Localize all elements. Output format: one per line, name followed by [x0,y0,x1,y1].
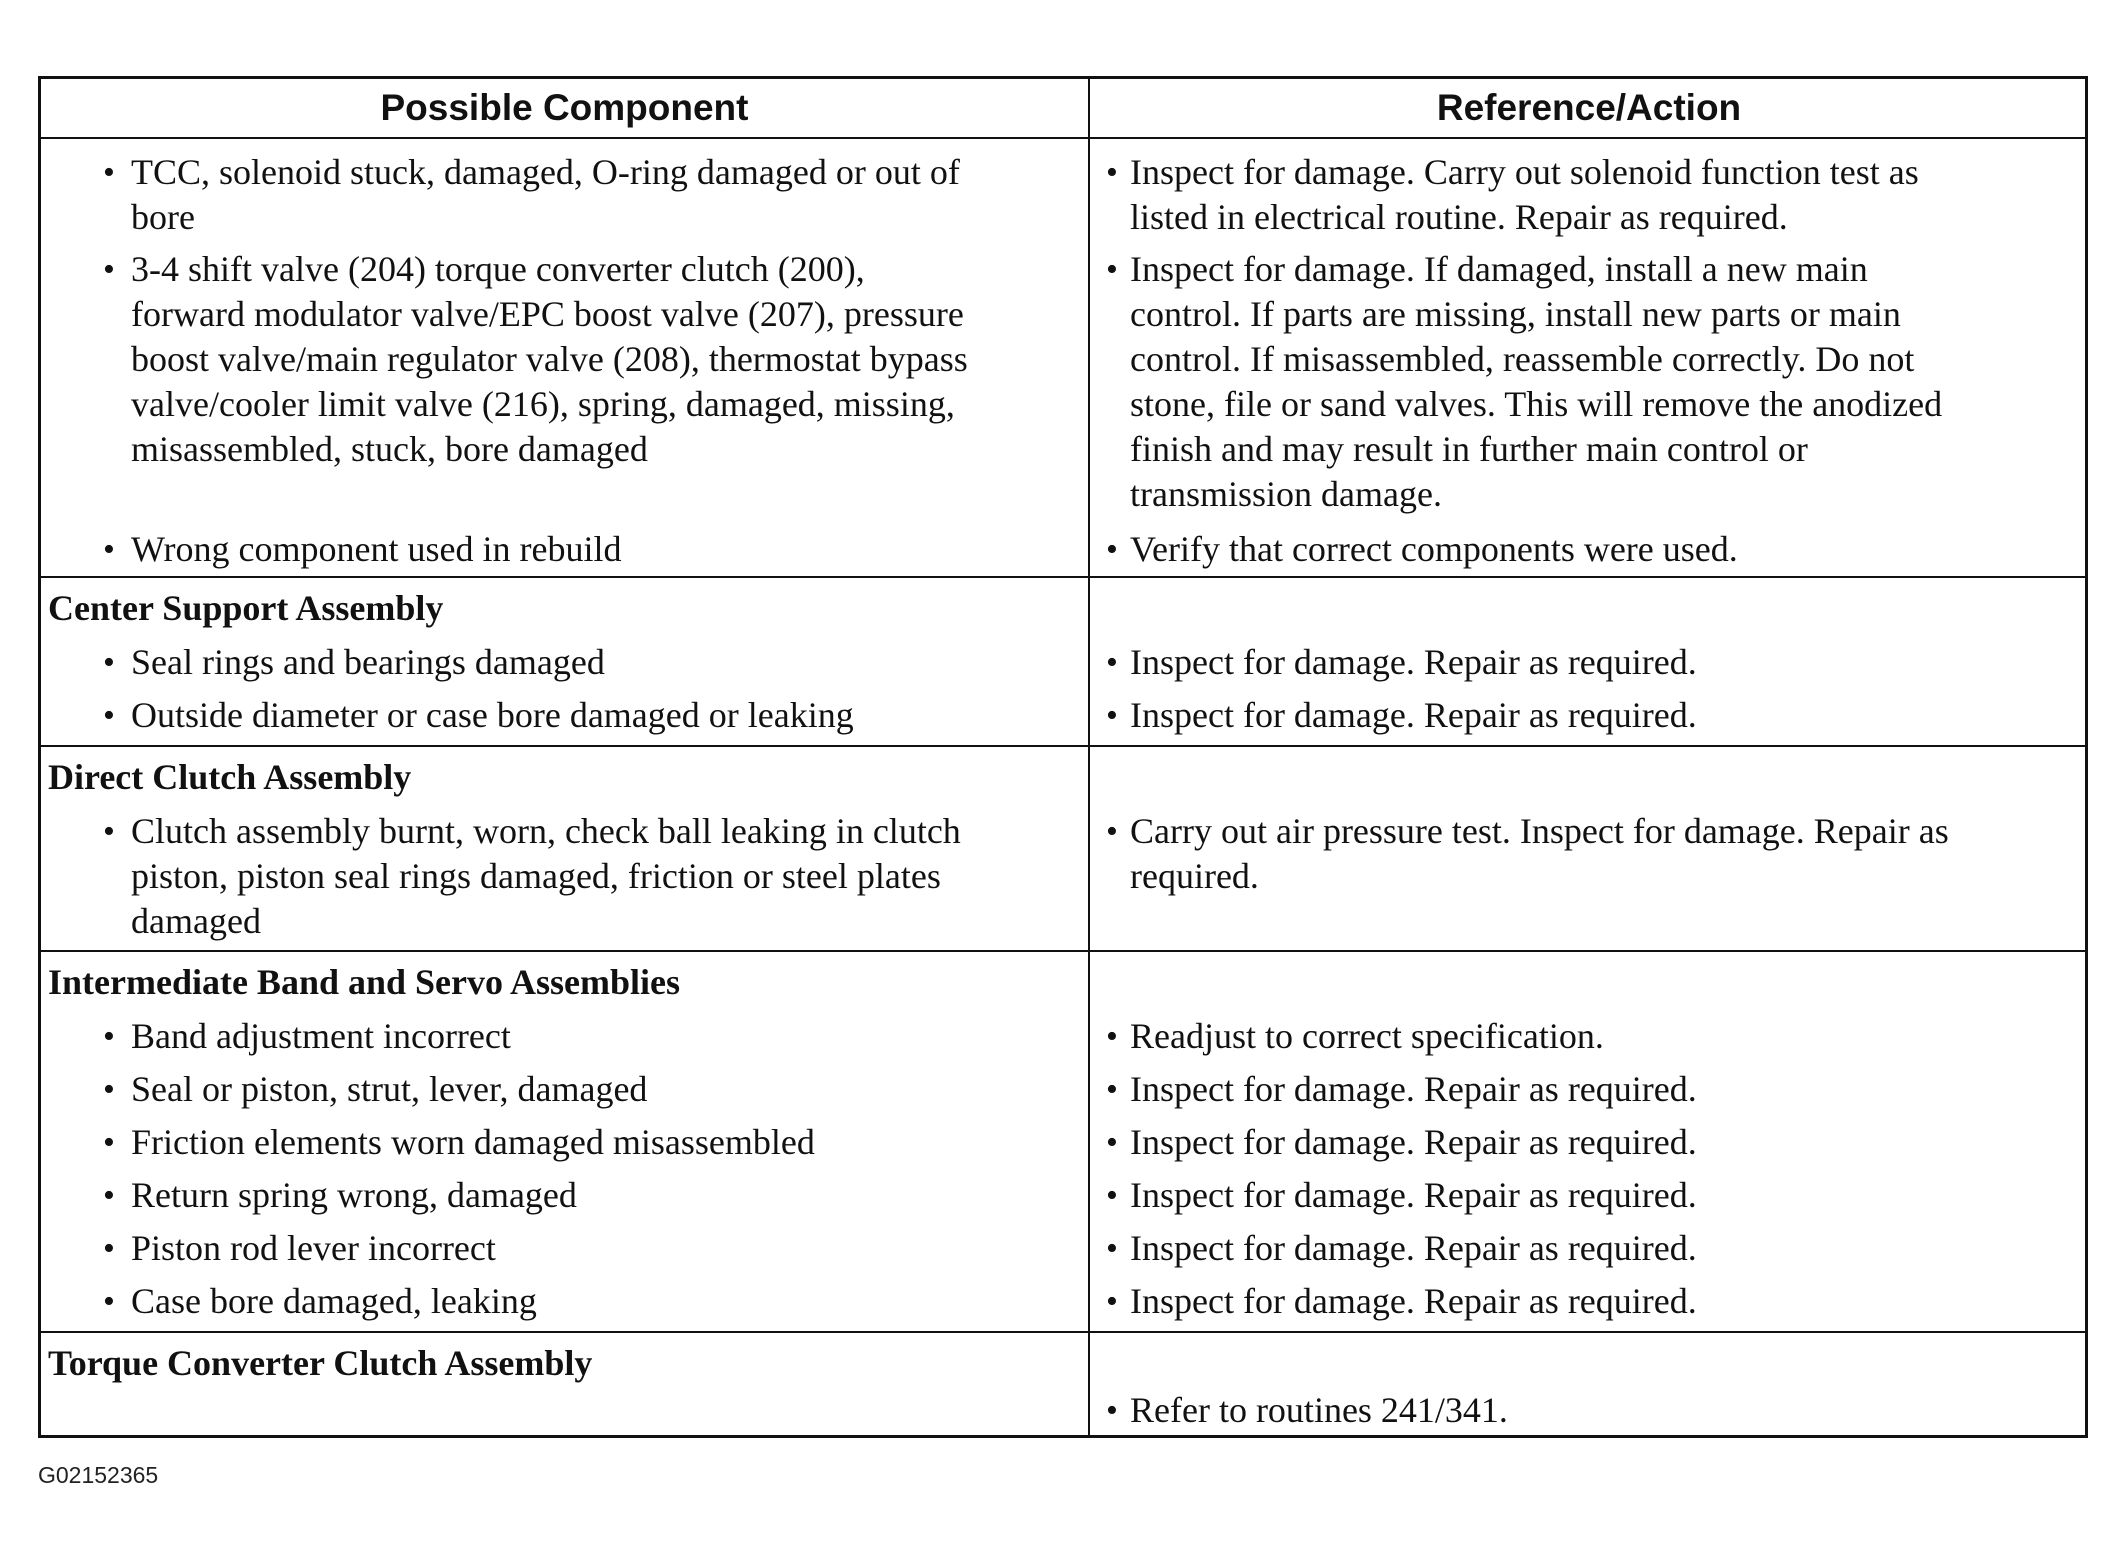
action-text: finish and may result in further main control or [1130,429,1808,469]
bullet: • [1106,1230,1118,1267]
component-text: Band adjustment incorrect [131,1016,511,1056]
bullet: • [103,154,115,191]
action-text: Inspect for damage. Repair as required. [1130,642,1697,682]
bullet: • [1106,1283,1118,1320]
bullet: • [1106,1392,1118,1429]
bullet: • [1106,251,1118,288]
action-text: required. [1130,856,1259,896]
action-text: Refer to routines 241/341. [1130,1390,1508,1430]
bullet: • [103,1071,115,1108]
figure-code: G02152365 [38,1462,159,1488]
row-divider [41,1331,2085,1333]
bullet: • [103,1283,115,1320]
action-text: Inspect for damage. Repair as required. [1130,1069,1697,1109]
column-divider [1088,79,1090,1435]
action-text: Inspect for damage. Repair as required. [1130,1228,1697,1268]
bullet: • [1106,154,1118,191]
bullet: • [103,1177,115,1214]
row-divider [41,576,2085,578]
action-text: Readjust to correct specification. [1130,1016,1604,1056]
header-reference-action: Reference/Action [1436,87,1742,128]
component-text: valve/cooler limit valve (216), spring, damaged, missing, [131,384,955,424]
bullet: • [1106,1071,1118,1108]
row-divider [41,745,2085,747]
component-text: Case bore damaged, leaking [131,1281,537,1321]
bullet: • [1106,644,1118,681]
group-title-direct-clutch: Direct Clutch Assembly [48,757,412,797]
bullet: • [1106,531,1118,568]
component-text: Return spring wrong, damaged [131,1175,577,1215]
bullet: • [103,1124,115,1161]
group-title-center-support: Center Support Assembly [48,588,444,628]
bullet: • [1106,1018,1118,1055]
action-text: Inspect for damage. Repair as required. [1130,695,1697,735]
action-text: Inspect for damage. Repair as required. [1130,1122,1697,1162]
action-text: Carry out air pressure test. Inspect for damage. Repair as [1130,811,1949,851]
component-text: TCC, solenoid stuck, damaged, O-ring damaged or out of [131,152,960,192]
action-text: control. If misassembled, reassemble correctly. Do not [1130,339,1915,379]
action-text: Inspect for damage. Carry out solenoid function test as [1130,152,1919,192]
bullet: • [1106,1177,1118,1214]
action-text: Inspect for damage. Repair as required. [1130,1281,1697,1321]
bullet: • [103,251,115,288]
component-text: misassembled, stuck, bore damaged [131,429,648,469]
group-title-tcc-assembly: Torque Converter Clutch Assembly [48,1343,593,1383]
action-text: transmission damage. [1130,474,1442,514]
group-title-intermediate-band: Intermediate Band and Servo Assemblies [48,962,681,1002]
bullet: • [1106,813,1118,850]
component-text: boost valve/main regulator valve (208), thermostat bypass [131,339,968,379]
bullet: • [1106,697,1118,734]
action-text: stone, file or sand valves. This will remove the anodized [1130,384,1943,424]
component-text: piston, piston seal rings damaged, friction or steel plates [131,856,941,896]
header-possible-component: Possible Component [380,87,749,128]
component-text: Seal rings and bearings damaged [131,642,605,682]
component-text: Seal or piston, strut, lever, damaged [131,1069,648,1109]
row-divider [41,950,2085,952]
component-text: damaged [131,901,261,941]
action-text: control. If parts are missing, install new parts or main [1130,294,1901,334]
component-text: Piston rod lever incorrect [131,1228,496,1268]
bullet: • [103,1230,115,1267]
action-text: listed in electrical routine. Repair as required. [1130,197,1788,237]
bullet: • [103,697,115,734]
bullet: • [1106,1124,1118,1161]
action-text: Verify that correct components were used. [1130,529,1738,569]
bullet: • [103,813,115,850]
component-text: forward modulator valve/EPC boost valve (207), pressure [131,294,964,334]
diagnosis-table [38,76,2088,1438]
component-text: 3-4 shift valve (204) torque converter clutch (200), [131,249,865,289]
component-text: bore [131,197,195,237]
component-text: Outside diameter or case bore damaged or leaking [131,695,854,735]
component-text: Clutch assembly burnt, worn, check ball leaking in clutch [131,811,961,851]
bullet: • [103,644,115,681]
action-text: Inspect for damage. If damaged, install a new main [1130,249,1868,289]
component-text: Friction elements worn damaged misassembled [131,1122,815,1162]
header-divider [41,137,2085,139]
component-text: Wrong component used in rebuild [131,529,622,569]
bullet: • [103,531,115,568]
bullet: • [103,1018,115,1055]
action-text: Inspect for damage. Repair as required. [1130,1175,1697,1215]
